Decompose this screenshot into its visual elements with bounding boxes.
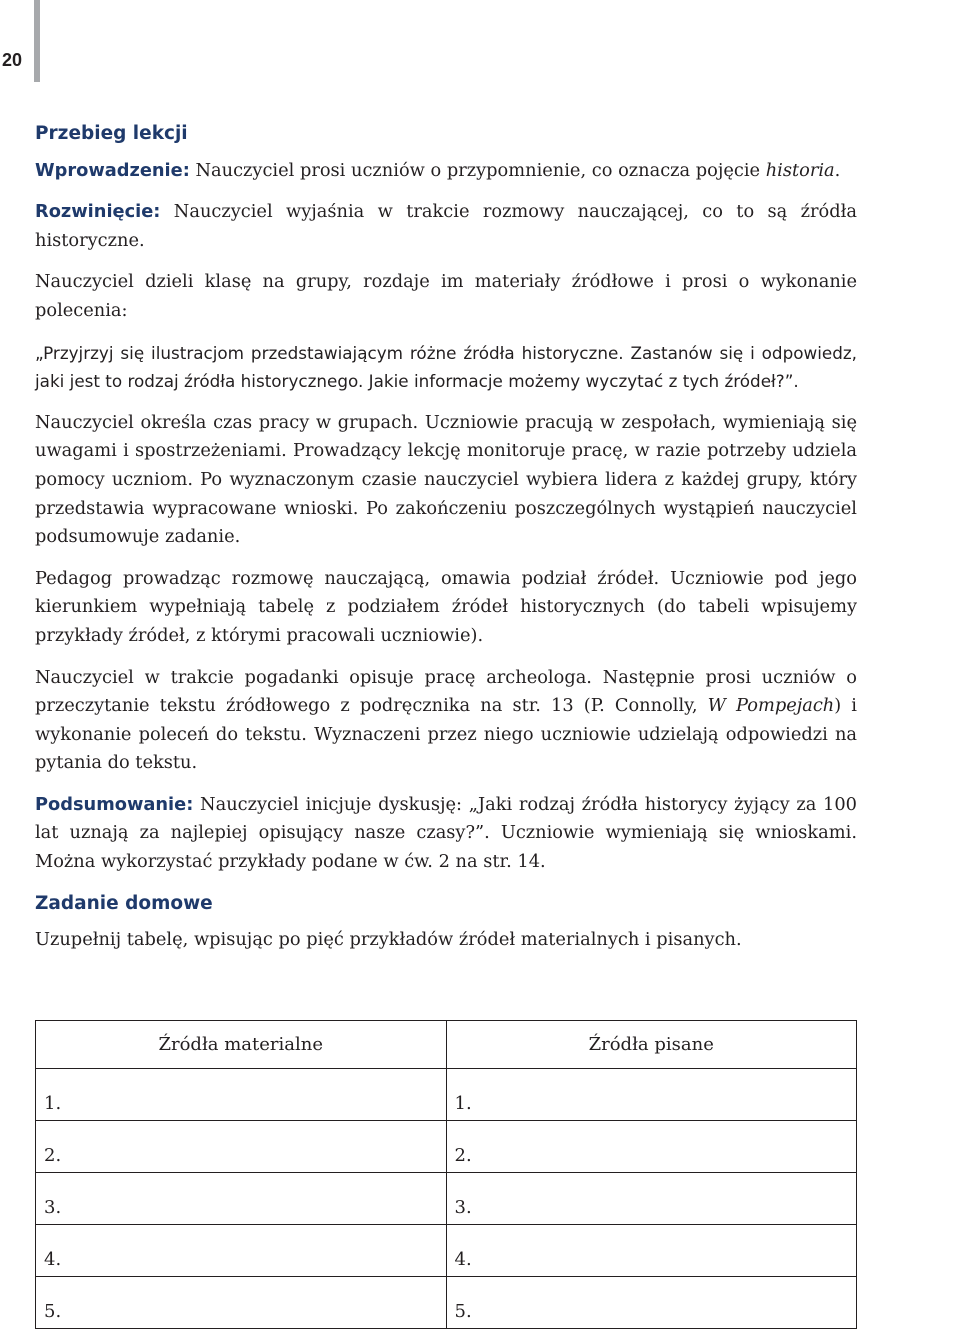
introduction-term: historia <box>765 159 835 181</box>
paragraph-introduction <box>35 157 857 186</box>
paragraph-homework: Uzupełnij tabelę, wpisując po pięć przykładów źródeł materialnych i pisanych. <box>35 929 742 951</box>
table-cell[interactable]: 5. <box>446 1277 857 1329</box>
paragraph-groups: Nauczyciel dzieli klasę na grupy, rozdaje im materiały źródłowe i prosi o wykonanie polecenia: <box>35 271 857 321</box>
archeologist-tail: ) i wykonanie poleceń do tekstu. Wyznaczeni przez niego uczniowie udzielają odpowiedzi na pytania do tekstu. <box>35 695 857 774</box>
paragraph-archeologist <box>35 664 857 778</box>
section-title-lesson-text: Przebieg lekcji <box>35 123 188 144</box>
table-row <box>36 1121 857 1173</box>
development-text: Nauczyciel wyjaśnia w trakcie rozmowy nauczającej, co to są źródła historyczne. <box>35 201 857 251</box>
summary-label: Podsumowanie: <box>35 793 194 815</box>
table-header-material: Źródła materialne <box>36 1021 447 1069</box>
archeologist-text: Nauczyciel w trakcie pogadanki opisuje pracę archeologa. Następnie prosi uczniów o przeczytanie tekstu źródłowego z podręcznika na str. 13 (P. Connolly, <box>35 666 857 717</box>
section-title-homework <box>35 890 857 919</box>
paragraph-development <box>35 198 857 255</box>
introduction-text: Nauczyciel prosi uczniów o przypomnienie, co oznacza pojęcie <box>189 159 766 181</box>
table-cell[interactable]: 4. <box>446 1225 857 1277</box>
table-row <box>36 1277 857 1329</box>
development-label: Rozwinięcie: <box>35 201 161 223</box>
table-cell[interactable]: 2. <box>36 1121 447 1173</box>
introduction-label: Wprowadzenie: <box>35 159 190 181</box>
table-cell[interactable]: 2. <box>446 1121 857 1173</box>
table-row <box>36 1069 857 1121</box>
archeologist-book-title: W Pompejach <box>707 695 835 717</box>
introduction-tail: . <box>834 159 841 181</box>
table-cell[interactable]: 3. <box>446 1173 857 1225</box>
table-cell[interactable]: 5. <box>36 1277 447 1329</box>
sources-table <box>35 1020 857 1329</box>
page-content <box>35 114 857 968</box>
table-row <box>36 1173 857 1225</box>
table-header-row <box>36 1021 857 1069</box>
paragraph-summary <box>35 791 857 877</box>
table-cell[interactable]: 4. <box>36 1225 447 1277</box>
summary-text: Nauczyciel inicjuje dyskusję: „Jaki rodzaj źródła historycy żyjący za 100 lat uznają za najlepiej opisujący nasze czasy?”. Uczniowie wymieniają się wnioskami. Można wykorzystać przykłady podane w ćw. 2 na str. 14. <box>35 793 857 873</box>
section-title-homework-text: Zadanie domowe <box>35 892 213 914</box>
table-cell[interactable]: 3. <box>36 1173 447 1225</box>
table-header-written: Źródła pisane <box>446 1021 857 1069</box>
paragraph-pedagog: Pedagog prowadząc rozmowę nauczającą, omawia podział źródeł. Uczniowie pod jego kierunkiem wypełniają tabelę z podziałem źródeł historycznych (do tabeli wpisujemy przykłady źródeł, z którymi pracowali uczniowie). <box>35 567 857 646</box>
margin-bar <box>34 0 40 82</box>
table-cell[interactable]: 1. <box>36 1069 447 1121</box>
paragraph-task-quote: „Przyjrzyj się ilustracjom przedstawiającym różne źródła historyczne. Zastanów się i odpowiedz, jaki jest to rodzaj źródła historycznego. Jakie informacje możemy wyczytać z tych źródeł?”. <box>35 342 857 392</box>
page-number: 20 <box>2 50 23 70</box>
paragraph-group-work: Nauczyciel określa czas pracy w grupach. Uczniowie pracują w zespołach, wymieniają się uwagami i spostrzeżeniami. Prowadzący lekcję monitoruje pracę, w razie potrzeby udziela pomocy uczniom. Po wyznaczonym czasie nauczyciel wybiera lidera z każdej grupy, który przedstawia wypracowane wnioski. Po zakończeniu poszczególnych wystąpień nauczyciel podsumowuje zadanie. <box>35 411 857 548</box>
table-cell[interactable]: 1. <box>446 1069 857 1121</box>
table-row <box>36 1225 857 1277</box>
section-title-lesson <box>35 120 857 149</box>
